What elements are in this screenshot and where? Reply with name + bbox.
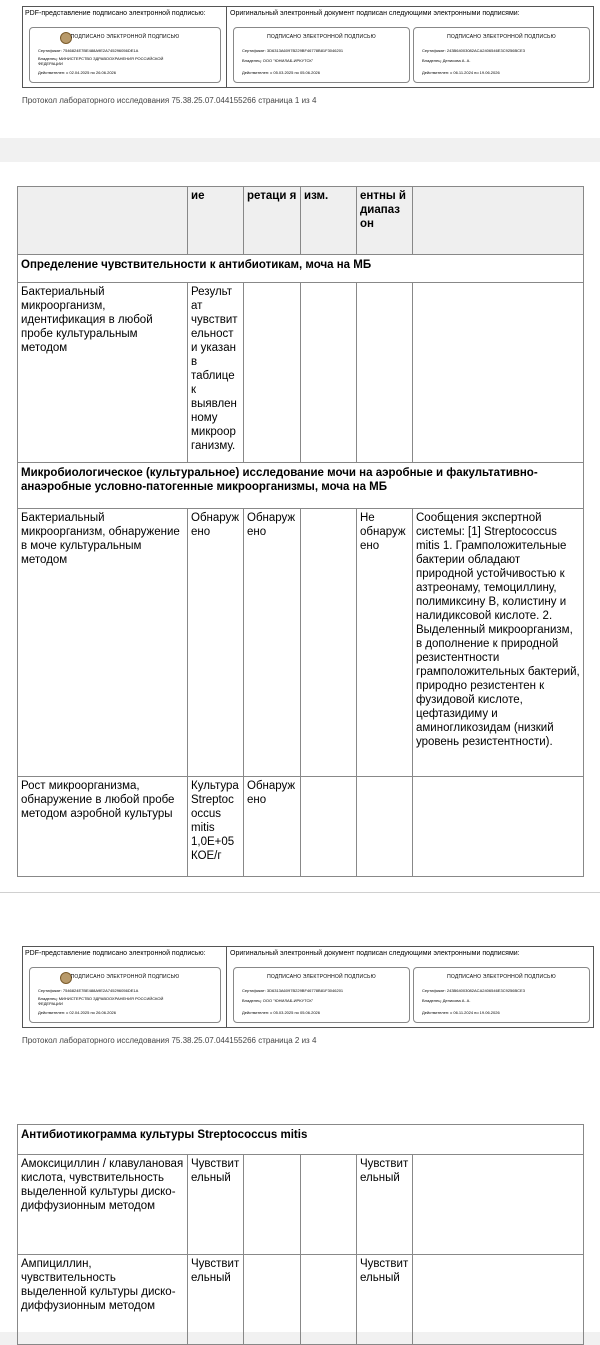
signature-card (29, 27, 221, 83)
cert-text: Сертификат: 3D6313A6097B229BF46778B81F3046201 (242, 48, 344, 53)
signature-card (413, 967, 590, 1023)
owner-text: Владелец: Денисова А. А. (422, 998, 471, 1003)
header-cell: ретаци я (244, 187, 301, 255)
result-cell: Культура Streptoc occus mitis 1,0E+05 КОЕ/г (188, 777, 244, 877)
pdf-signed-label: PDF-представление подписано электронной подписью: (25, 950, 206, 957)
valid-text: Действителен: с 05.03.2025 по 05.06.2026 (242, 1010, 320, 1015)
result-cell: Обнаруж ено (188, 509, 244, 777)
antibiotic-cell: Ампициллин, чувствительность выделенной культуры диско-диффузионным методом (18, 1255, 188, 1345)
result-cell: Результ ат чувствит ельност и указан в таблице к выявлен ному микроор ганизму. (188, 283, 244, 463)
card-title: ПОДПИСАНО ЭЛЕКТРОННОЙ ПОДПИСЬЮ (267, 34, 376, 40)
owner-text: Владелец: ООО "ЮНИЛАБ-ИРКУТСК" (242, 58, 314, 63)
card-title: ПОДПИСАНО ЭЛЕКТРОННОЙ ПОДПИСЬЮ (70, 974, 180, 980)
table-row (18, 777, 584, 877)
antibiogram-table (17, 1124, 584, 1345)
valid-text: Действителен: с 02.04.2025 по 26.06.2026 (38, 70, 116, 75)
test-name-cell: Бактериальный микроорганизм, обнаружение в моче культуральным методом (18, 509, 188, 777)
table-header-row (18, 187, 584, 255)
valid-text: Действителен: с 02.04.2025 по 26.06.2026 (38, 1010, 116, 1015)
cell (301, 509, 357, 777)
section-title: Определение чувствительности к антибиотикам, моча на МБ (18, 255, 584, 283)
cell (413, 283, 584, 463)
cell (244, 1155, 301, 1255)
cert-text: Сертификат: 243B64003082ACA2406546E3C9256BCE3 (422, 988, 525, 993)
cert-text: Сертификат: 7546824E7BE488A9E2A745296056DE1A (38, 48, 139, 53)
owner-text: Владелец: ООО "ЮНИЛАБ-ИРКУТСК" (242, 998, 314, 1003)
signature-block (22, 946, 594, 1028)
cert-text: Сертификат: 3D6313A6097B229BF46778B81F3046201 (242, 988, 344, 993)
result-cell: Чувствит ельный (188, 1155, 244, 1255)
owner-text-2: ФЕДЕРАЦИИ (38, 61, 63, 66)
owner-text: Владелец: Денисова А. А. (422, 58, 471, 63)
original-signed-label: Оригинальный электронный документ подписан следующими электронными подписями: (230, 10, 520, 17)
cert-text: Сертификат: 243B64003082ACA2406546E3C9256BCE3 (422, 48, 525, 53)
cell (244, 283, 301, 463)
cell (413, 777, 584, 877)
section-title: Микробиологическое (культуральное) исследование мочи на аэробные и факультативно-анаэробные условно-патогенные микроорганизмы, моча на МБ (18, 463, 584, 509)
reference-cell: Чувствит ельный (357, 1155, 413, 1255)
table-row (18, 283, 584, 463)
table-row (18, 1255, 584, 1345)
antibiotic-cell: Амоксициллин / клавулановая кислота, чувствительность выделенной культуры диско-диффузионным методом (18, 1155, 188, 1255)
card-title: ПОДПИСАНО ЭЛЕКТРОННОЙ ПОДПИСЬЮ (70, 34, 180, 40)
owner-text: Владелец: МИНИСТЕРСТВО ЗДРАВООХРАНЕНИЯ РОССИЙСКОЙ (38, 996, 164, 1001)
pdf-signed-label: PDF-представление подписано электронной подписью: (25, 10, 206, 17)
valid-text: Действителен: с 06.11.2024 по 19.06.2026 (422, 70, 500, 75)
valid-text: Действителен: с 06.11.2024 по 19.06.2026 (422, 1010, 500, 1015)
signature-block (22, 6, 594, 88)
comment-cell: Сообщения экспертной системы: [1] Streptococcus mitis 1. Грамположительные бактерии обладают природной устойчивостью к азтреонаму, темоциллину, полимиксину B, колистину и налидиксовой кислоте. 2. Выделенный микроорганизм, в дополнение к природной резистентности грамположительных бактерий, природно резистентен к фузидовой кислоте, цефтазидиму и аминогликозидам (низкий уровень резистентности). (413, 509, 584, 777)
owner-text-2: ФЕДЕРАЦИИ (38, 1001, 63, 1006)
page-2 (0, 162, 600, 1236)
protocol-footer: Протокол лабораторного исследования 75.38.25.07.044155266 страница 2 из 4 (22, 1036, 317, 1045)
valid-text: Действителен: с 05.03.2025 по 05.06.2026 (242, 70, 320, 75)
interpretation-cell: Обнаруж ено (244, 777, 301, 877)
table-row (18, 509, 584, 777)
cell (357, 283, 413, 463)
page-divider (0, 892, 600, 893)
page-1-bottom (0, 0, 600, 138)
header-cell: ентны й диапаз он (357, 187, 413, 255)
cell (357, 777, 413, 877)
page-3-top (0, 1104, 600, 1332)
section-row (18, 1125, 584, 1155)
reference-cell: Не обнаруж ено (357, 509, 413, 777)
protocol-footer: Протокол лабораторного исследования 75.38.25.07.044155266 страница 1 из 4 (22, 96, 317, 105)
cell (301, 1155, 357, 1255)
cell (301, 283, 357, 463)
table-row (18, 1155, 584, 1255)
cell (301, 1255, 357, 1345)
signature-card (413, 27, 590, 83)
cert-text: Сертификат: 7546824E7BE488A9E2A745296056DE1A (38, 988, 139, 993)
header-cell: ие (188, 187, 244, 255)
header-cell: изм. (301, 187, 357, 255)
test-name-cell: Рост микроорганизма, обнаружение в любой пробе методом аэробной культуры (18, 777, 188, 877)
header-cell (413, 187, 584, 255)
test-name-cell: Бактериальный микроорганизм, идентификация в любой пробе культуральным методом (18, 283, 188, 463)
cell (413, 1255, 584, 1345)
card-title: ПОДПИСАНО ЭЛЕКТРОННОЙ ПОДПИСЬЮ (447, 34, 556, 40)
original-signed-label: Оригинальный электронный документ подписан следующими электронными подписями: (230, 950, 520, 957)
signature-card (29, 967, 221, 1023)
card-title: ПОДПИСАНО ЭЛЕКТРОННОЙ ПОДПИСЬЮ (267, 974, 376, 980)
card-title: ПОДПИСАНО ЭЛЕКТРОННОЙ ПОДПИСЬЮ (447, 974, 556, 980)
signature-card (233, 967, 410, 1023)
owner-text: Владелец: МИНИСТЕРСТВО ЗДРАВООХРАНЕНИЯ РОССИЙСКОЙ (38, 56, 164, 61)
section-title: Антибиотикограмма культуры Streptococcus mitis (18, 1125, 584, 1155)
interpretation-cell: Обнаруж ено (244, 509, 301, 777)
results-table (17, 186, 584, 877)
section-row (18, 463, 584, 509)
cell (301, 777, 357, 877)
result-cell: Чувствит ельный (188, 1255, 244, 1345)
signature-card (233, 27, 410, 83)
cell (244, 1255, 301, 1345)
cell (413, 1155, 584, 1255)
section-row (18, 255, 584, 283)
header-cell (18, 187, 188, 255)
reference-cell: Чувствит ельный (357, 1255, 413, 1345)
